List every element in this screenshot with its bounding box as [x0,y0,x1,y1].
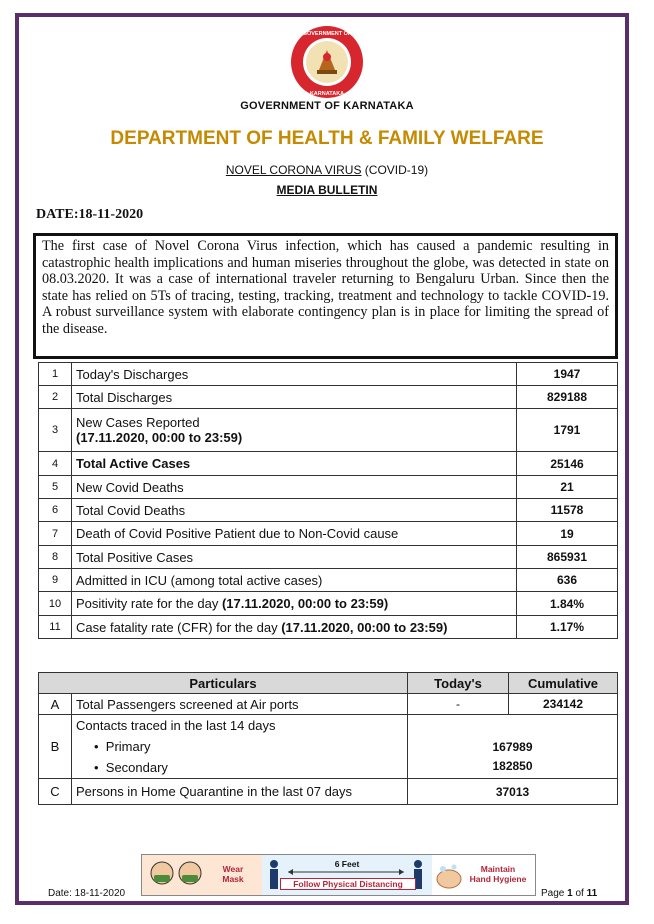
row-number: 2 [39,386,72,409]
header-todays: Today's [408,673,509,694]
row-cumulative-value: 234142 [509,694,618,715]
banner-maintain: Maintain [480,864,516,874]
table-row [39,569,618,592]
row-label-bold: (17.11.2020, 00:00 to 23:59) [281,619,448,635]
department-title: DEPARTMENT OF HEALTH & FAMILY WELFARE [110,128,544,149]
banner-distance-section [262,855,432,895]
row-value: 1947 [517,363,618,386]
row-value: 21 [517,476,618,499]
row-value: 865931 [517,546,618,569]
header-cumulative: Cumulative [509,673,618,694]
bullet-secondary: • Secondary [94,760,168,775]
page-number [541,888,597,899]
banner-distancing: Follow Physical Distancing [280,878,416,890]
bulletin-subtitle [0,163,654,177]
table-row [39,522,618,546]
novel-suffix: (COVID-19) [361,163,429,177]
page-current: 1 [567,888,573,899]
safety-banner [141,854,536,896]
novel-title: NOVEL CORONA VIRUS [225,163,362,177]
contacts-traced-label: Contacts traced in the last 14 days [76,718,276,733]
table-row [39,592,618,616]
row-label: New Covid Deaths [72,476,517,499]
row-number: 1 [39,363,72,386]
header-particulars: Particulars [39,673,408,694]
banner-wear: Wear [222,864,244,874]
intro-paragraph: The first case of Novel Corona Virus infection, which has caused a pandemic resulting in catastrophic health implications and human miseries throughout the globe, was detected in state on 08.03.2020. It was a case of international traveler returning to Bengaluru Urban. Since then the state has relied on 5Ts of tracing, testing, tracking, treatment and technology to tackle COVID-19. A robust surveillance system with elaborate contingency plan is in place for limiting the spread of the disease. [33,233,618,359]
row-number: 7 [39,522,72,546]
row-number: 3 [39,409,72,452]
people-mask-icon [148,859,208,891]
primary-label: Primary [105,739,151,754]
row-label: Total Positive Cases [72,546,517,569]
row-label: Persons in Home Quarantine in the last 07 days [72,779,408,805]
row-number: 11 [39,616,72,639]
row-today-value: - [408,694,509,715]
banner-feet: 6 Feet [334,859,360,869]
row-label: Today's Discharges [72,363,517,386]
row-label [72,616,517,639]
row-number: 6 [39,499,72,522]
stats-table [38,362,618,639]
row-letter: C [39,779,72,805]
row-values [408,715,618,779]
table-header-row [39,673,618,694]
row-label-bold: (17.11.2020, 00:00 to 23:59) [221,596,389,611]
banner-mask: Mask [222,874,244,884]
row-value: 829188 [517,386,618,409]
banner-mask-section [142,855,262,895]
footer-date: Date: 18-11-2020 [48,888,126,899]
row-label: Admitted in ICU (among total active cases) [72,569,517,592]
page-prefix: Page [541,888,568,899]
table-row [39,409,618,452]
banner-hygiene-section [432,855,535,895]
row-number: 4 [39,452,72,476]
primary-value: 167989 [492,740,533,754]
row-label-text: Case fatality rate (CFR) for the day [76,619,282,635]
row-value: 1.84% [517,592,618,616]
row-number: 9 [39,569,72,592]
row-letter: B [39,715,72,779]
table-row [39,452,618,476]
page-of: of [572,888,587,899]
svg-text:GOVERNMENT OF: GOVERNMENT OF [302,31,352,37]
row-label-line2: (17.11.2020, 00:00 to 23:59) [76,430,243,445]
row-value: 19 [517,522,618,546]
row-label-line1: New Cases Reported [76,415,200,430]
row-letter: A [39,694,72,715]
row-label: Death of Covid Positive Patient due to Non-Covid cause [72,522,517,546]
bulletin-date: DATE:18-11-2020 [36,207,144,222]
row-label [72,592,517,616]
row-value: 1.17% [517,616,618,639]
page-total: 11 [586,888,598,899]
table-row [39,499,618,522]
row-number: 10 [39,592,72,616]
svg-text:KARNATAKA: KARNATAKA [309,91,345,97]
row-label [72,409,517,452]
table-row [39,476,618,499]
particulars-table [38,672,618,805]
table-row [39,363,618,386]
table-row [39,616,618,639]
media-bulletin-title: MEDIA BULLETIN [276,183,378,197]
row-number: 5 [39,476,72,499]
government-seal-logo [289,24,365,100]
table-row [39,386,618,409]
bullet-primary: • Primary [94,739,151,754]
government-name: GOVERNMENT OF KARNATAKA [240,100,414,112]
row-label-text: Positivity rate for the day [76,596,222,611]
row-label: Total Discharges [72,386,517,409]
row-value: 1791 [517,409,618,452]
banner-hygiene: Hand Hygiene [469,874,527,884]
row-label: Total Covid Deaths [72,499,517,522]
secondary-value: 182850 [492,759,533,773]
table-row [39,694,618,715]
row-value: 636 [517,569,618,592]
secondary-label: Secondary [105,760,168,775]
hand-wash-icon [434,861,464,891]
row-value: 25146 [517,452,618,476]
row-cumulative-value: 37013 [408,779,618,805]
table-row [39,715,618,779]
row-label: Total Passengers screened at Air ports [72,694,408,715]
row-label: Total Active Cases [72,452,517,476]
row-number: 8 [39,546,72,569]
table-row [39,546,618,569]
row-value: 11578 [517,499,618,522]
row-label [72,715,408,779]
table-row [39,779,618,805]
